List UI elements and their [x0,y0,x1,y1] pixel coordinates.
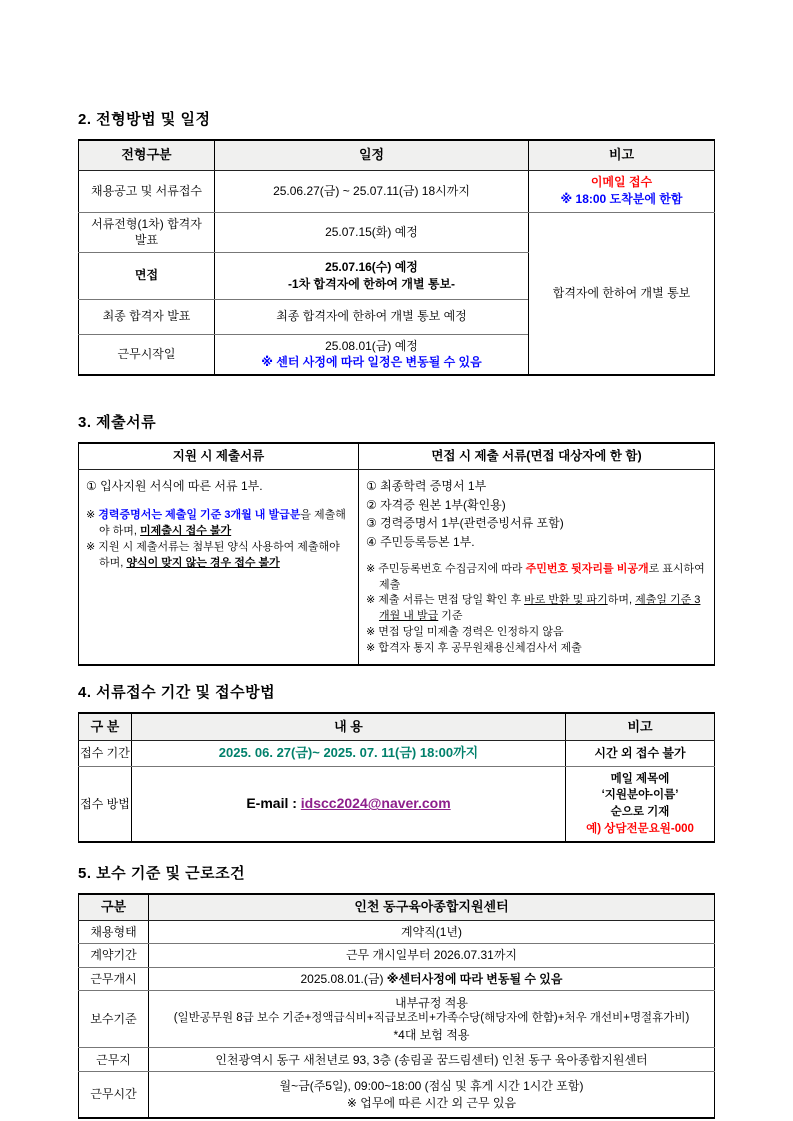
selection-schedule-table [78,139,715,376]
table-row [79,212,715,252]
t1-r2-category: 서류전형(1차) 합격자 발표 [79,212,215,252]
table-row [79,967,715,991]
work-start-date-text: 25.08.01(금) 예정 [325,338,418,353]
pay-standard-line1: 내부규정 적용 [395,995,468,1010]
table-row [79,991,715,1048]
note-text: 로 표시하여 제출 [379,562,705,591]
email-label: E-mail : [246,795,301,812]
work-hours-line2: ※ 업무에 따른 시간 외 근무 있음 [346,1095,517,1110]
work-place-text: 인천광역시 동구 새천년로 93, 3층 (송림골 꿈드림센터) 인천 동구 육아종합지원센터 [149,1048,715,1072]
table-row [79,1072,715,1118]
section-3-title: 3. 제출서류 [78,413,157,431]
application-period-text: 2025. 06. 27(금)~ 2025. 07. 11(금) 18:00까지 [132,740,566,766]
t1-r1-category: 채용공고 및 서류접수 [79,170,215,212]
t4-r3-label: 근무개시 [79,967,149,991]
table-row [79,920,715,944]
t3-r1-category: 접수 기간 [79,740,132,766]
note-text: 하며, [607,594,636,607]
t1-header-category: 전형구분 [79,140,215,170]
interview-doc-item-2: ② 자격증 원본 1부(확인용) [366,497,506,512]
t1-header-note: 비고 [529,140,715,170]
t3-header-content: 내 용 [132,713,566,740]
t2-apply-documents-cell [79,470,359,666]
apply-doc-note-1 [86,508,351,540]
email-link[interactable]: idscc2024@naver.com [300,795,451,812]
interview-doc-item-4: ④ 주민등록등본 1부. [366,534,475,549]
pay-standard-line2: (일반공무원 8급 보수 기준+정액급식비+직급보조비+가족수당(해당자에 한함)+처우 개선비+명절휴가비) [173,1012,690,1025]
t1-r5-category: 근무시작일 [79,334,215,375]
pay-work-conditions-table [78,893,715,1119]
section-4-title: 4. 서류접수 기간 및 접수방법 [78,684,276,702]
private-resident-number-text: 주민번호 뒷자리를 비공개 [525,562,649,575]
work-start-cell [149,967,715,991]
interview-doc-item-1: ① 최종학력 증명서 1부 [366,479,487,494]
interview-doc-note-1 [366,562,707,594]
t1-merged-note: 합격자에 한하여 개별 통보 [529,212,715,375]
table-row [79,170,715,212]
note-text: ※ 지원 시 제출서류는 첨부된 양식 사용하여 제출해야 하며, [86,540,340,569]
note-marker: ※ [86,508,99,521]
interview-doc-note-4: ※ 합격자 통지 후 공무원채용신체검사서 제출 [366,642,582,655]
note-text: ※ 제출 서류는 면접 당일 확인 후 [366,594,525,607]
t1-r4-category: 최종 합격자 발표 [79,299,215,334]
t4-r6-label: 근무시간 [79,1072,149,1118]
t4-r2-label: 계약기간 [79,944,149,968]
interview-doc-note-3: ※ 면접 당일 미제출 경력은 인정하지 않음 [366,626,564,639]
t4-r5-label: 근무지 [79,1048,149,1072]
t1-r5-schedule [215,334,529,375]
issue-period-text: 제출일 기준 3개월 내 발급 [379,594,701,623]
mail-subject-example: 예) 상담전문요원-000 [586,822,694,835]
pay-standard-line3: *4대 보험 적용 [393,1028,470,1043]
t1-r3-schedule [215,252,529,299]
spacer [366,552,707,562]
no-late-application-text: 시간 외 접수 불가 [566,740,715,766]
interview-doc-item-3: ③ 경력증명서 1부(관련증빙서류 포함) [366,516,564,531]
section-5-title: 5. 보수 기준 및 근로조건 [78,865,246,883]
deadline-arrival-text: ※ 18:00 도착분에 한함 [560,192,683,206]
t2-interview-documents-cell [359,470,715,666]
t3-header-note: 비고 [566,713,715,740]
t4-header-category: 구분 [79,894,149,920]
t1-r4-schedule: 최종 합격자에 한하여 개별 통보 예정 [215,299,529,334]
mail-subject-line3: 순으로 기재 [610,805,670,818]
t1-r2-schedule: 25.07.15(화) 예정 [215,212,529,252]
mail-subject-line1: 메일 제목에 [610,772,670,785]
t1-r3-category: 면접 [79,252,215,299]
interview-notify-text: -1차 합격자에 한하여 개별 통보- [287,276,456,291]
career-cert-period-text: 경력증명서는 제출일 기준 3개월 내 발급분 [98,508,301,521]
table-row [79,470,715,666]
required-documents-table [78,442,715,667]
work-start-change-notice: ※센터사정에 따라 변동될 수 있음 [386,971,563,986]
apply-doc-item-1: ① 입사지원 서식에 따른 서류 1부. [86,479,263,494]
table-row [79,766,715,842]
t4-header-center: 인천 동구육아종합지원센터 [149,894,715,920]
work-start-date: 2025.08.01.(금) [300,971,387,986]
t4-r4-label: 보수기준 [79,991,149,1048]
note-text: 기준 [438,610,463,623]
mail-subject-line2: ‘지원분야-이름’ [601,789,679,802]
application-method-table [78,712,715,843]
apply-doc-note-2 [86,540,351,572]
t1-r1-note [529,170,715,212]
note-text: 을 제출해야 하며, [99,508,346,537]
table-row [79,740,715,766]
wrong-form-rejected-text: 양식이 맞지 않는 경우 접수 불가 [126,556,280,569]
t3-r2-note [566,766,715,842]
email-receipt-text: 이메일 접수 [590,175,653,190]
t3-r2-content [132,766,566,842]
table-row [79,1048,715,1072]
table-row [79,944,715,968]
t2-header-left: 지원 시 제출서류 [79,443,359,470]
note-text: ※ 주민등록번호 수집금지에 따라 [366,562,526,575]
section-2-title: 2. 전형방법 및 일정 [78,111,211,128]
t4-r1-label: 채용형태 [79,920,149,944]
work-hours-line1: 월~금(주5일), 09:00~18:00 (점심 및 휴게 시간 1시간 포함) [279,1079,584,1094]
t3-r2-category: 접수 방법 [79,766,132,842]
t1-header-schedule: 일정 [215,140,529,170]
pay-standard-cell [149,991,715,1048]
interview-doc-note-2 [366,593,707,625]
t3-header-category: 구 분 [79,713,132,740]
t1-r1-schedule: 25.06.27(금) ~ 25.07.11(금) 18시까지 [215,170,529,212]
no-submit-rejected-text: 미제출시 접수 불가 [140,524,232,537]
work-hours-cell [149,1072,715,1118]
return-destroy-text: 바로 반환 및 파기 [524,594,608,607]
contract-period-text: 근무 개시일부터 2026.07.31까지 [149,944,715,968]
t2-header-right: 면접 시 제출 서류(면접 대상자에 한 함) [359,443,715,470]
interview-date-text: 25.07.16(수) 예정 [325,260,418,275]
document-content [78,110,718,1119]
employment-type-text: 계약직(1년) [149,920,715,944]
schedule-change-notice-text: ※ 센터 사정에 따라 일정은 변동될 수 있음 [261,355,482,370]
